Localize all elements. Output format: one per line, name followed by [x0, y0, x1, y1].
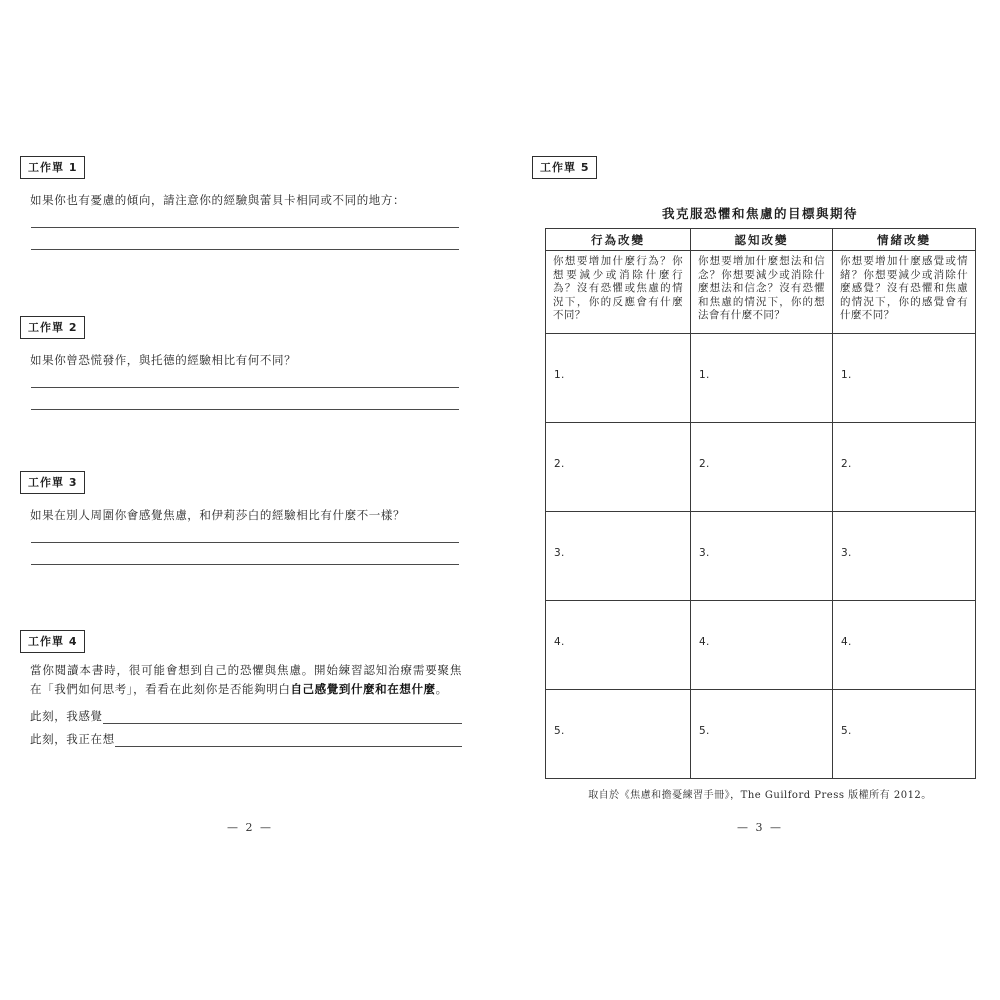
entry-cell: 1. — [691, 334, 833, 423]
answer-line — [31, 249, 459, 250]
worksheet-1-section — [20, 156, 462, 207]
entry-cell: 5. — [833, 690, 976, 779]
entry-cell: 2. — [691, 423, 833, 512]
table-row — [546, 423, 976, 512]
page-3 — [500, 0, 1000, 1000]
column-header-behavior: 行為改變 — [546, 229, 691, 251]
table-row — [546, 512, 976, 601]
table-row — [546, 601, 976, 690]
answer-line — [31, 564, 459, 565]
column-header-emotion: 情緒改變 — [833, 229, 976, 251]
goals-table-title: 我克服恐懼和焦慮的目標與期待 — [661, 206, 858, 221]
entry-cell: 5. — [691, 690, 833, 779]
worksheet-1-label: 工作單 1 — [20, 156, 85, 179]
worksheet-3-section — [20, 471, 462, 522]
worksheet-3-label: 工作單 3 — [20, 471, 85, 494]
entry-cell: 1. — [833, 334, 976, 423]
paragraph-text: 當你閱讀本書時，很可能會想到自己的恐懼與焦慮。開始練習認知治療需要聚焦在「我們如何思考」，看看在此刻你是否能夠明白 — [30, 663, 462, 696]
paragraph-bold-text: 自己感覺到什麼和在想什麼 — [290, 682, 436, 696]
table-row — [546, 334, 976, 423]
entry-cell: 4. — [546, 601, 691, 690]
answer-line — [115, 730, 462, 747]
column-header-cognition: 認知改變 — [691, 229, 833, 251]
worksheet-3-prompt: 如果在別人周圍你會感覺焦慮，和伊莉莎白的經驗相比有什麼不一樣？ — [30, 508, 406, 522]
entry-cell: 2. — [546, 423, 691, 512]
description-emotion: 你想要增加什麼感覺或情緒？你想要減少或消除什麼感覺？沒有恐懼和焦慮的情況下，你的感覺會有什麼不同？ — [833, 251, 976, 334]
fill-label-feeling: 此刻，我感覺 — [30, 709, 103, 723]
answer-line — [31, 542, 459, 543]
entry-cell: 4. — [691, 601, 833, 690]
worksheet-1-prompt: 如果你也有憂慮的傾向，請注意你的經驗與蕾貝卡相同或不同的地方： — [30, 193, 406, 207]
answer-line — [103, 707, 462, 724]
table-row — [546, 690, 976, 779]
entry-cell: 5. — [546, 690, 691, 779]
worksheet-4-label: 工作單 4 — [20, 630, 85, 653]
worksheet-4-section — [20, 630, 462, 760]
copyright-attribution: 取自於《焦慮和擔憂練習手冊》，The Guilford Press 版權所有 2012。 — [588, 790, 932, 801]
worksheet-2-label: 工作單 2 — [20, 316, 85, 339]
entry-cell: 4. — [833, 601, 976, 690]
entry-cell: 1. — [546, 334, 691, 423]
description-cognition: 你想要增加什麼想法和信念？你想要減少或消除什麼想法和信念？沒有恐懼和焦慮的情況下，你的想法會有什麼不同？ — [691, 251, 833, 334]
description-behavior: 你想要增加什麼行為？你想要減少或消除什麼行為？沒有恐懼或焦慮的情況下，你的反應會有什麼不同？ — [546, 251, 691, 334]
answer-line — [31, 387, 459, 388]
worksheet-4-paragraph — [30, 661, 462, 699]
paragraph-period: 。 — [435, 682, 448, 696]
answer-line — [31, 227, 459, 228]
fill-in-row-feeling — [30, 708, 462, 724]
page-number-left: — 2 — — [227, 821, 273, 834]
entry-cell: 2. — [833, 423, 976, 512]
entry-cell: 3. — [691, 512, 833, 601]
worksheet-5-label: 工作單 5 — [532, 156, 597, 179]
entry-cell: 3. — [833, 512, 976, 601]
worksheet-2-section — [20, 316, 462, 367]
page-number-right: — 3 — — [737, 821, 783, 834]
fill-label-thinking: 此刻，我正在想 — [30, 732, 115, 746]
entry-cell: 3. — [546, 512, 691, 601]
worksheet-2-prompt: 如果你曾恐慌發作，與托德的經驗相比有何不同？ — [30, 353, 297, 367]
goals-table — [545, 228, 976, 779]
fill-in-row-thinking — [30, 731, 462, 747]
answer-line — [31, 409, 459, 410]
table-header-row — [546, 229, 976, 251]
table-description-row — [546, 251, 976, 334]
